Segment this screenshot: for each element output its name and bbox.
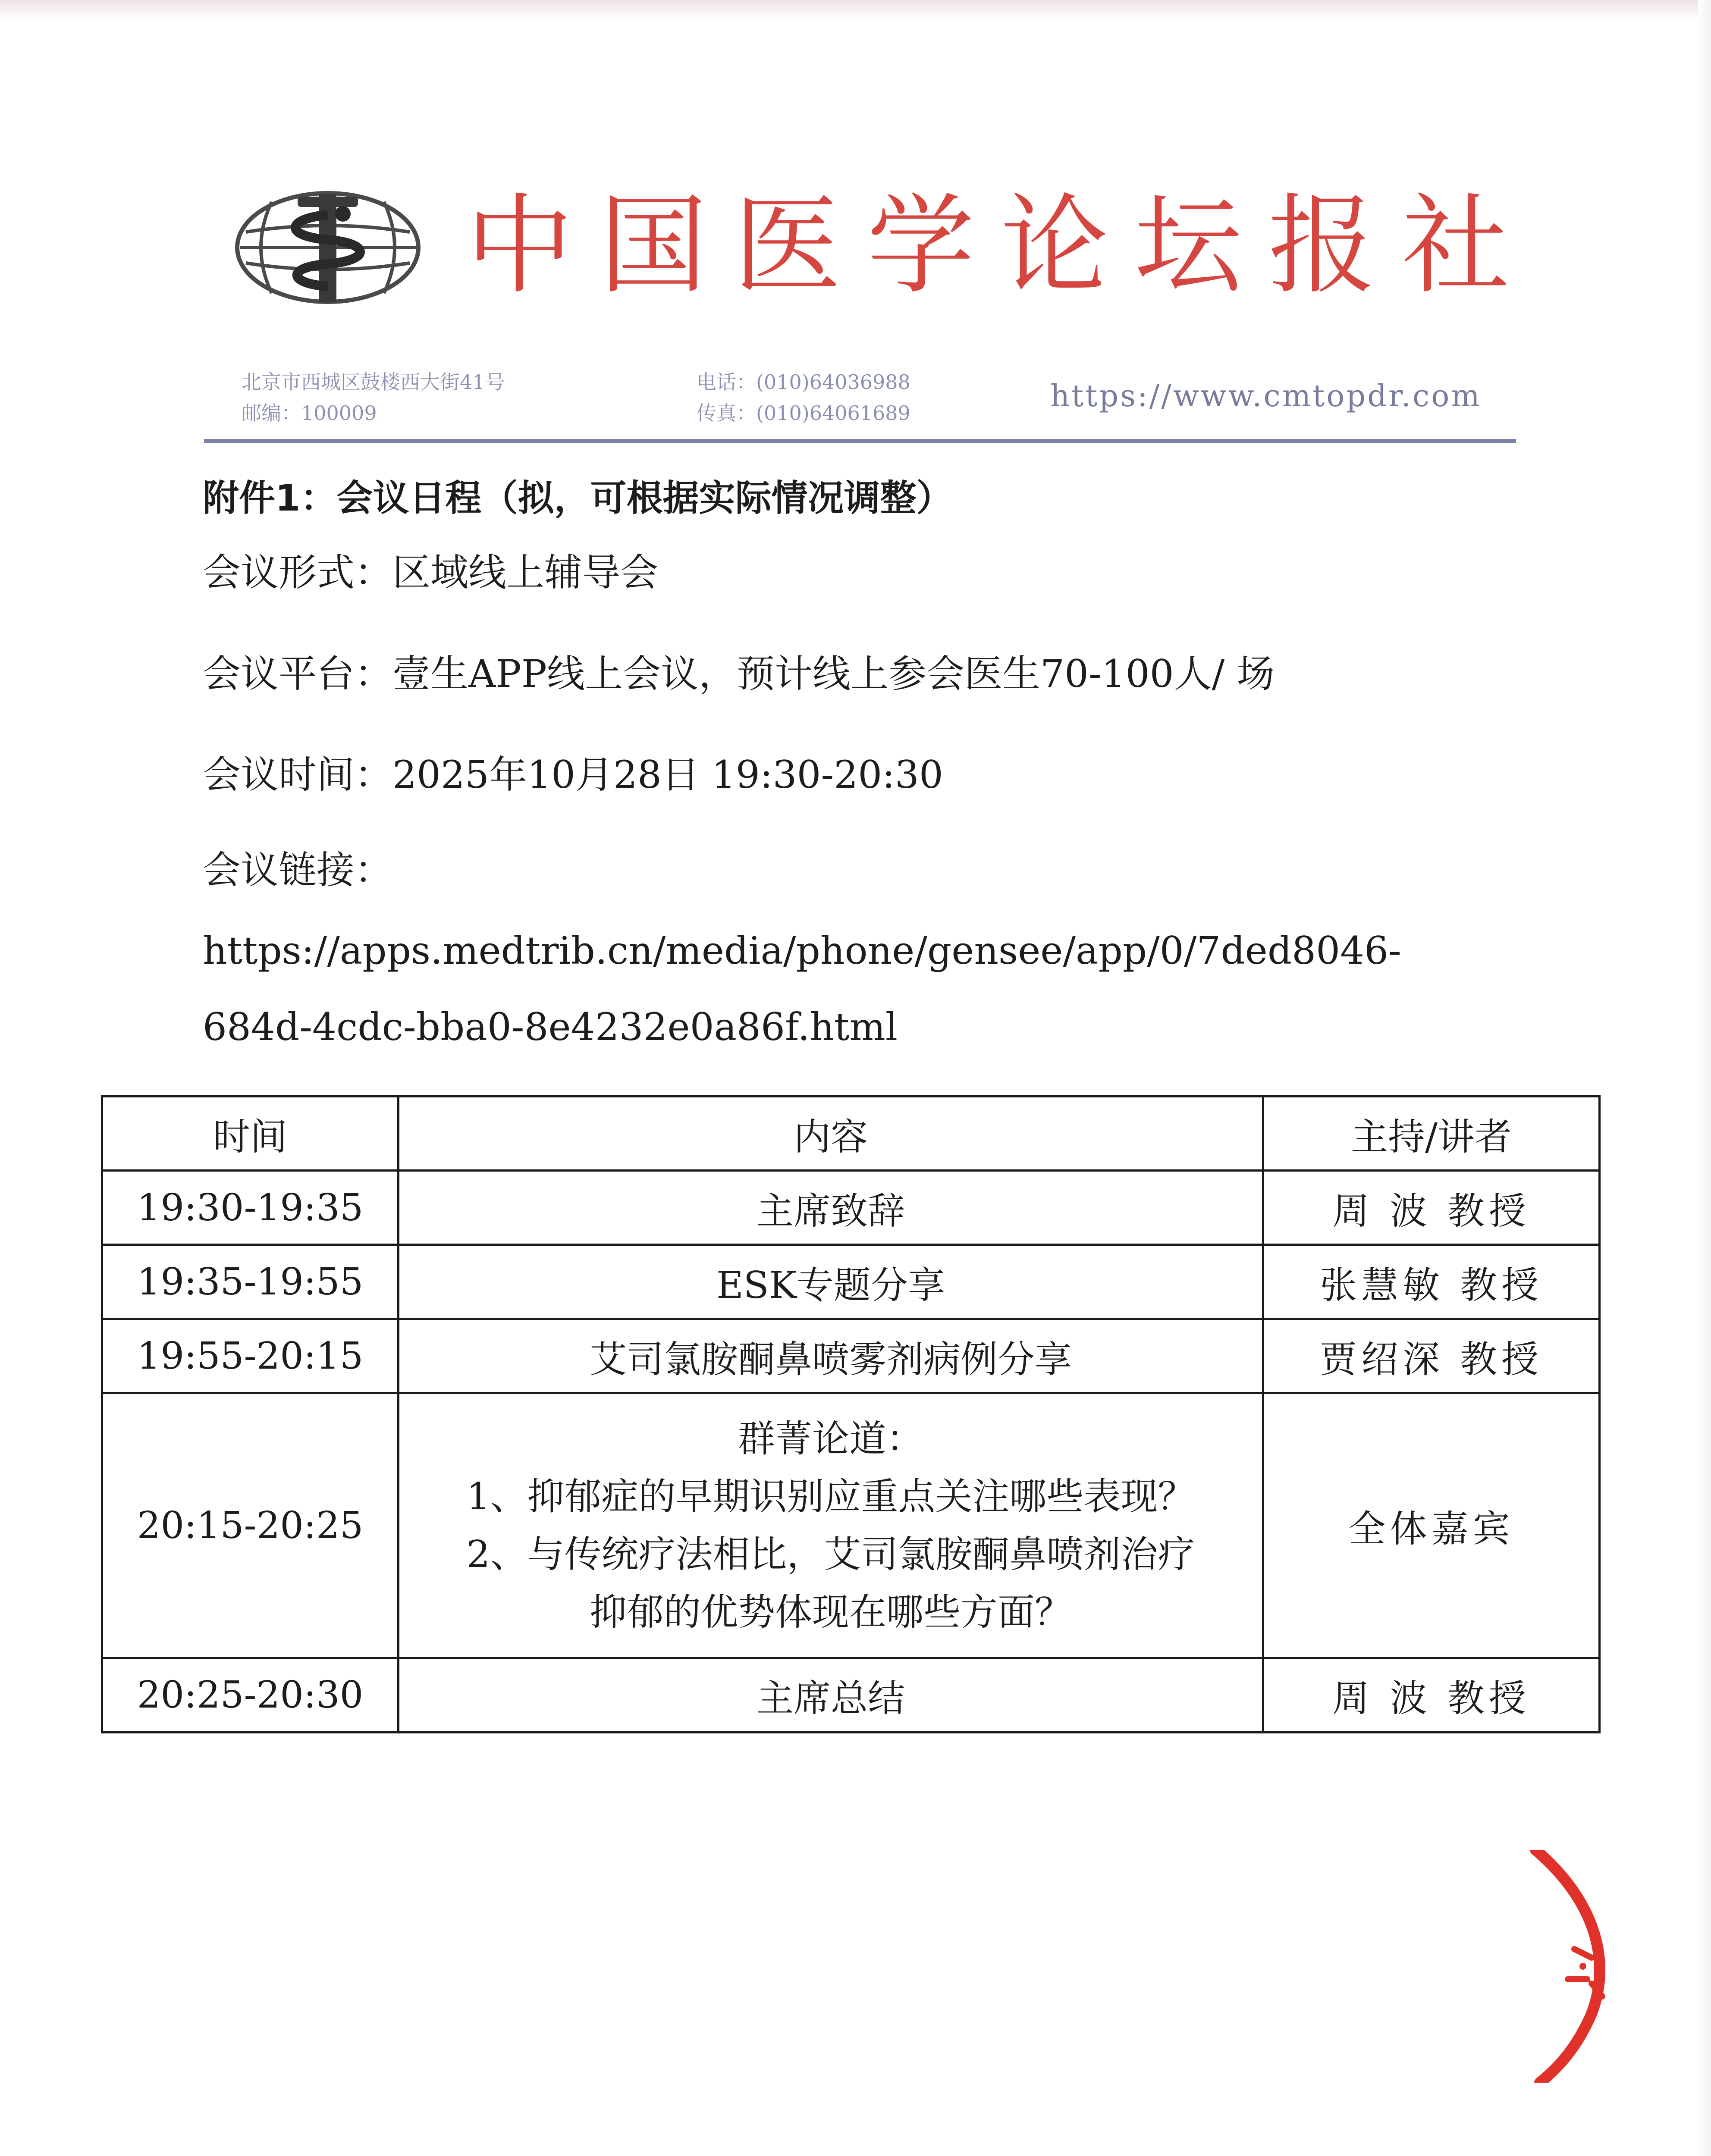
scan-edge-top — [0, 0, 1711, 20]
header-content: 内容 — [399, 1097, 1263, 1171]
phone: 电话：(010)64036988 — [697, 370, 910, 394]
header-host: 主持/讲者 — [1263, 1097, 1600, 1171]
row-content: 艾司氯胺酮鼻喷雾剂病例分享 — [399, 1319, 1263, 1393]
row-time: 19:30-19:35 — [102, 1171, 399, 1245]
meeting-form: 会议形式：区域线上辅导会 — [203, 550, 659, 595]
attachment-title: 附件1：会议日程（拟，可根据实际情况调整） — [203, 477, 953, 519]
meeting-platform: 会议平台：壹生APP线上会议，预计线上参会医生70-100人/ 场 — [203, 652, 1275, 696]
meeting-link-line-2[interactable]: 684d-4cdc-bba0-8e4232e0a86f.html — [203, 1005, 898, 1049]
panel-question-1: 1、抑郁症的早期识别应重点关注哪些表现？ — [466, 1475, 1195, 1519]
meeting-link-line-1[interactable]: https://apps.medtrib.cn/media/phone/gensee/app/0/7ded8046- — [203, 928, 1401, 973]
row-host: 周 波 教授 — [1263, 1658, 1600, 1732]
panel-heading: 群菁论道： — [738, 1417, 923, 1461]
website-link[interactable]: https://www.cmtopdr.com — [1050, 378, 1482, 414]
table-row — [102, 1658, 1600, 1732]
schedule-table — [101, 1095, 1601, 1733]
meeting-link-label: 会议链接： — [203, 848, 393, 892]
table-row-panel — [102, 1393, 1600, 1658]
table-row — [102, 1319, 1600, 1393]
row-time: 19:55-20:15 — [102, 1319, 399, 1393]
row-time: 20:25-20:30 — [102, 1658, 399, 1732]
row-host: 贾绍深 教授 — [1263, 1319, 1600, 1393]
postcode: 邮编：100009 — [242, 401, 377, 425]
panel-question-2-line-1: 2、与传统疗法相比，艾司氯胺酮鼻喷剂治疗 — [466, 1533, 1195, 1576]
panel-content — [399, 1393, 1263, 1658]
row-host: 张慧敏 教授 — [1263, 1245, 1600, 1319]
table-header-row — [102, 1097, 1600, 1171]
panel-time: 20:15-20:25 — [102, 1393, 399, 1658]
fax: 传真：(010)64061689 — [697, 401, 910, 425]
header-time: 时间 — [102, 1097, 399, 1171]
panel-question-2-line-2: 抑郁的优势体现在哪些方面？ — [590, 1591, 1072, 1634]
scan-edge-right — [1698, 0, 1711, 2156]
panel-host: 全体嘉宾 — [1263, 1393, 1600, 1658]
address: 北京市西城区鼓楼西大街41号 — [242, 370, 505, 394]
table-row — [102, 1245, 1600, 1319]
red-seal-fragment-icon — [1527, 1850, 1639, 2083]
address-block — [242, 367, 630, 429]
row-host: 周 波 教授 — [1263, 1171, 1600, 1245]
meeting-time: 会议时间：2025年10月28日 19:30-20:30 — [203, 752, 943, 797]
row-content: ESK专题分享 — [399, 1245, 1263, 1319]
row-content: 主席致辞 — [399, 1171, 1263, 1245]
row-content: 主席总结 — [399, 1658, 1263, 1732]
contact-block — [697, 367, 1024, 429]
header-divider — [204, 439, 1516, 443]
medical-globe-logo-icon — [233, 189, 423, 306]
row-time: 19:35-19:55 — [102, 1245, 399, 1319]
table-row — [102, 1171, 1600, 1245]
org-name: 中国医学论坛报社 — [466, 183, 1535, 308]
